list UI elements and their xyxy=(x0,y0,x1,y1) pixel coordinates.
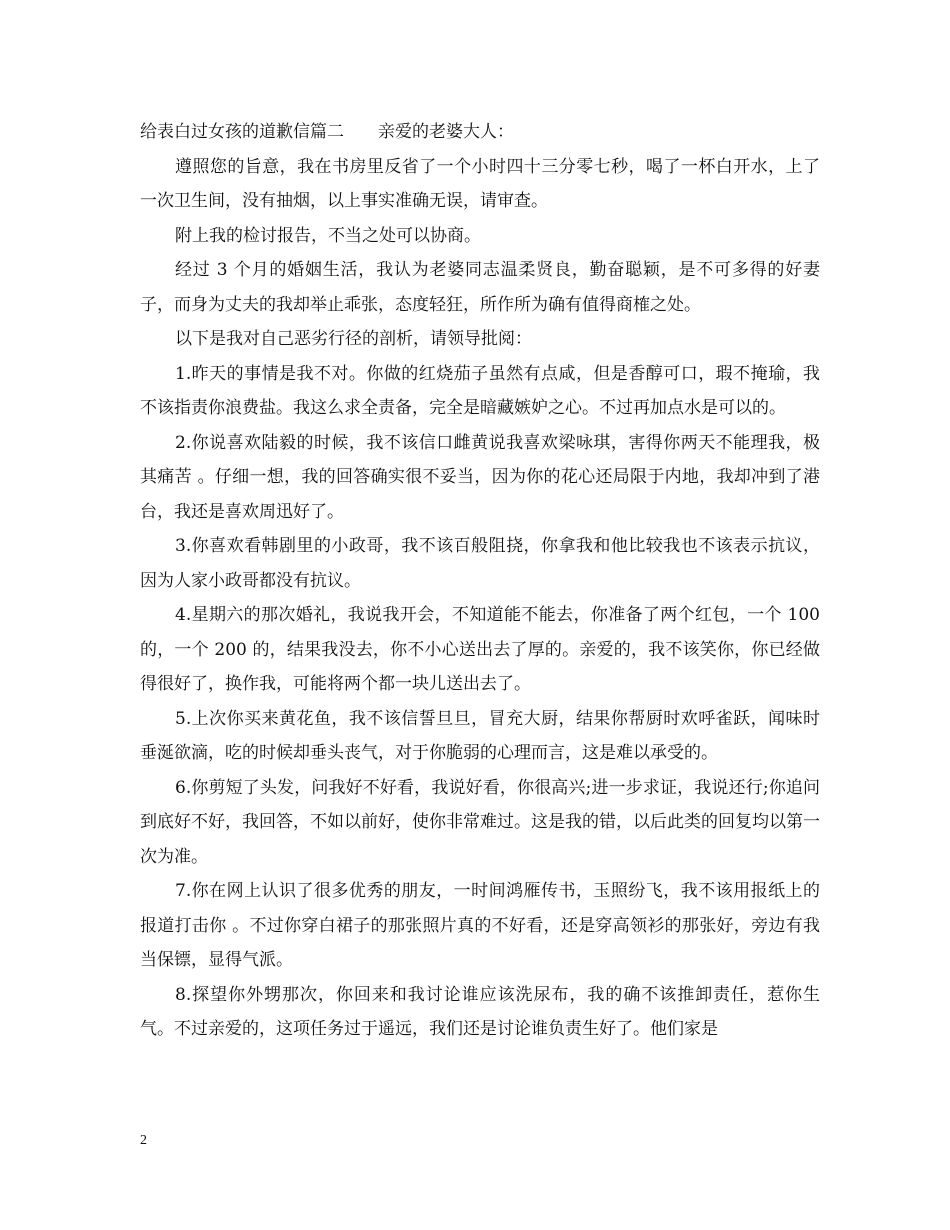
list-item: 1.昨天的事情是我不对。你做的红烧茄子虽然有点咸，但是香醇可口，瑕不掩瑜，我不该指责你浪费盐。我这么求全责备，完全是暗藏嫉妒之心。不过再加点水是可以的。 xyxy=(140,363,820,418)
list-item: 3.你喜欢看韩剧里的小政哥，我不该百般阻挠，你拿我和他比较我也不该表示抗议，因为人家小政哥都没有抗议。 xyxy=(140,536,820,591)
letter-heading: 给表白过女孩的道歉信篇二 亲爱的老婆大人： xyxy=(140,122,514,142)
list-item: 5.上次你买来黄花鱼，我不该信誓旦旦，冒充大厨，结果你帮厨时欢呼雀跃，闻味时垂涎欲滴，吃的时候却垂头丧气，对于你脆弱的心理而言，这是难以承受的。 xyxy=(140,708,820,763)
list-item: 2.你说喜欢陆毅的时候，我不该信口雌黄说我喜欢梁咏琪，害得你两天不能理我，极其痛苦 。仔细一想，我的回答确实很不妥当，因为你的花心还局限于内地，我却冲到了港台，我还是喜欢周迅好了。 xyxy=(140,432,820,522)
paragraph: 附上我的检讨报告，不当之处可以协商。 xyxy=(175,225,481,246)
list-item: 8.探望你外甥那次，你回来和我讨论谁应该洗尿布，我的确不该推卸责任，惹你生气。不过亲爱的，这项任务过于遥远，我们还是讨论谁负责生好了。他们家是 xyxy=(140,984,820,1039)
paragraph: 经过 3 个月的婚姻生活，我认为老婆同志温柔贤良，勤奋聪颖，是不可多得的好妻子，而身为丈夫的我却举止乖张，态度轻狂，所作所为确有值得商榷之处。 xyxy=(140,260,820,315)
document-body xyxy=(140,115,820,1047)
paragraph: 遵照您的旨意，我在书房里反省了一个小时四十三分零七秒，喝了一杯白开水，上了一次卫生间，没有抽烟，以上事实准确无误，请审查。 xyxy=(140,156,820,211)
list-item: 6.你剪短了头发，问我好不好看，我说好看，你很高兴;进一步求证，我说还行;你追问到底好不好，我回答，不如以前好，使你非常难过。这是我的错，以后此类的回复均以第一次为准。 xyxy=(140,777,820,867)
list-item: 7.你在网上认识了很多优秀的朋友，一时间鸿雁传书，玉照纷飞，我不该用报纸上的报道打击你 。不过你穿白裙子的那张照片真的不好看，还是穿高领衫的那张好，旁边有我当保镖，显得气派。 xyxy=(140,881,820,970)
page-number: 2 xyxy=(140,1133,147,1148)
paragraph: 以下是我对自己恶劣行径的剖析，请领导批阅： xyxy=(175,329,532,349)
list-item: 4.星期六的那次婚礼，我说我开会，不知道能不能去，你准备了两个红包，一个 100 的，一个 200 的，结果我没去，你不小心送出去了厚的。亲爱的，我不该笑你，你已经做得很好了，换作我，可能将两个都一块儿送出去了。 xyxy=(140,605,820,694)
